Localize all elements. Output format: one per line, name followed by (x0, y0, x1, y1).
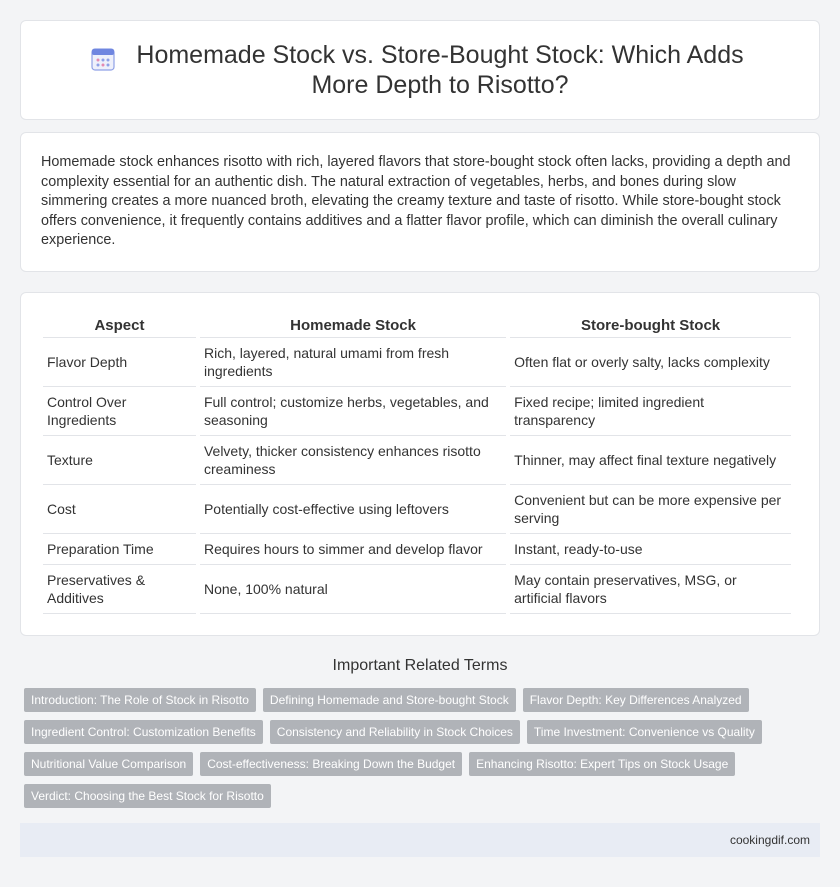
table-cell: None, 100% natural (200, 565, 506, 614)
table-cell: Fixed recipe; limited ingredient transparency (510, 387, 791, 436)
table-cell: Instant, ready-to-use (510, 534, 791, 565)
table-cell: Texture (43, 436, 196, 485)
header-aspect: Aspect (43, 315, 196, 338)
header-homemade: Homemade Stock (200, 315, 506, 338)
intro-card (20, 132, 820, 272)
page-title: Homemade Stock vs. Store-Bought Stock: Which Adds More Depth to Risotto? (136, 41, 744, 99)
table-cell: Full control; customize herbs, vegetables, and seasoning (200, 387, 506, 436)
table-cell: Control Over Ingredients (43, 387, 196, 436)
table-cell: Preservatives & Additives (43, 565, 196, 614)
related-terms-title: Important Related Terms (332, 657, 508, 674)
term-tag[interactable]: Flavor Depth: Key Differences Analyzed (523, 688, 749, 712)
table-cell: Preparation Time (43, 534, 196, 565)
footer-site-link[interactable]: cookingdif.com (729, 833, 810, 847)
table-row (43, 534, 791, 565)
term-tag[interactable]: Nutritional Value Comparison (24, 752, 193, 776)
table-cell: Flavor Depth (43, 338, 196, 387)
related-terms-list (24, 688, 804, 808)
table-row (43, 338, 791, 387)
table-cell: Cost (43, 485, 196, 534)
table-row (43, 436, 791, 485)
calendar-icon (90, 46, 116, 72)
term-tag[interactable]: Ingredient Control: Customization Benefits (24, 720, 263, 744)
term-tag[interactable]: Enhancing Risotto: Expert Tips on Stock Usage (469, 752, 735, 776)
term-tag[interactable]: Defining Homemade and Store-bought Stock (263, 688, 516, 712)
table-row (43, 485, 791, 534)
table-cell: Velvety, thicker consistency enhances risotto creaminess (200, 436, 506, 485)
comparison-table (39, 315, 795, 614)
intro-paragraph: Homemade stock enhances risotto with rich, layered flavors that store-bought stock often lacks, providing a depth and complexity essential for an authentic dish. The natural extraction of vegetables, herbs, and bones during slow simmering creates a more nuanced broth, elevating the creamy texture and taste of risotto. While store-bought stock offers convenience, it frequently contains additives and a flatter flavor profile, which can diminish the overall culinary experience. (41, 154, 791, 248)
table-cell: Potentially cost-effective using leftovers (200, 485, 506, 534)
term-tag[interactable]: Consistency and Reliability in Stock Choices (270, 720, 520, 744)
table-cell: Thinner, may affect final texture negatively (510, 436, 791, 485)
term-tag[interactable]: Introduction: The Role of Stock in Risotto (24, 688, 256, 712)
table-cell: Convenient but can be more expensive per serving (510, 485, 791, 534)
table-header-row (43, 315, 791, 338)
table-row (43, 565, 791, 614)
header-card (20, 20, 820, 120)
term-tag[interactable]: Time Investment: Convenience vs Quality (527, 720, 762, 744)
term-tag[interactable]: Cost-effectiveness: Breaking Down the Budget (200, 752, 462, 776)
footer (20, 823, 820, 857)
table-cell: Requires hours to simmer and develop flavor (200, 534, 506, 565)
table-cell: May contain preservatives, MSG, or artificial flavors (510, 565, 791, 614)
table-cell: Rich, layered, natural umami from fresh ingredients (200, 338, 506, 387)
term-tag[interactable]: Verdict: Choosing the Best Stock for Risotto (24, 784, 271, 808)
comparison-table-card (20, 292, 820, 636)
table-row (43, 387, 791, 436)
table-cell: Often flat or overly salty, lacks complexity (510, 338, 791, 387)
header-store-bought: Store-bought Stock (510, 315, 791, 338)
